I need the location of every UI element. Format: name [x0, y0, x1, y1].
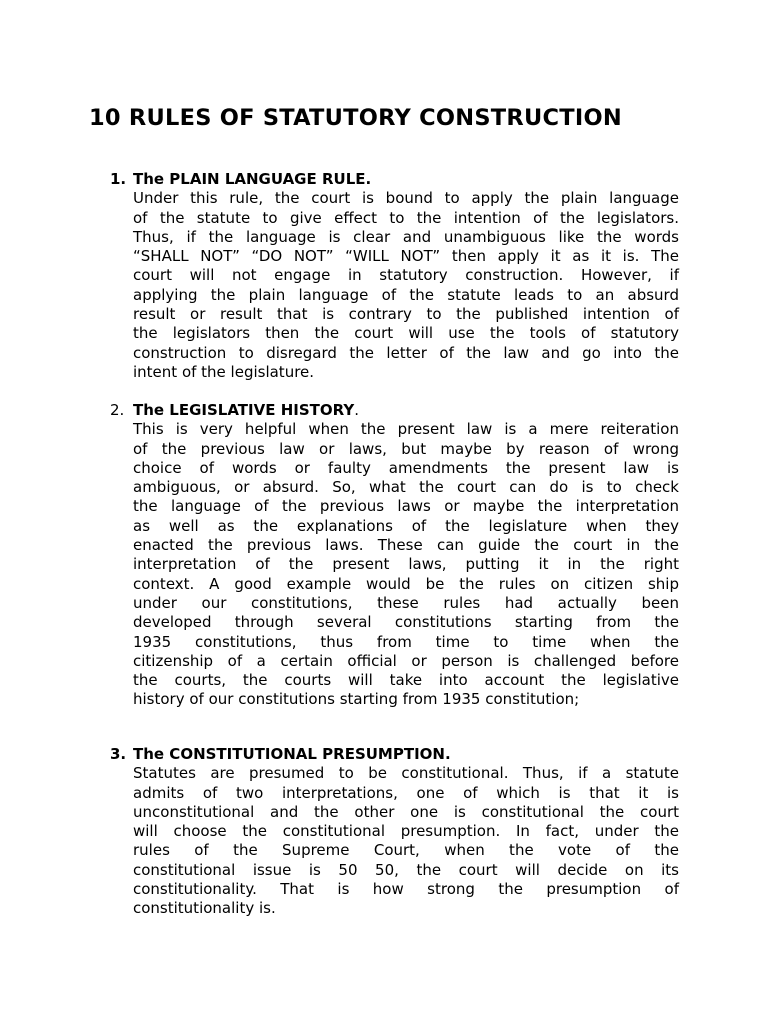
rule-heading-line	[133, 401, 359, 420]
rule-body-line: result or result that is contrary to the published intention of	[133, 305, 679, 324]
rule-body-line: intent of the legislature.	[133, 362, 315, 381]
rule-heading-suffix: .	[354, 401, 359, 419]
rule-heading: The CONSTITUTIONAL PRESUMPTION.	[133, 745, 451, 763]
rule-body-line: developed through several constitutions starting from the	[133, 613, 679, 632]
rule-body-line: enacted the previous laws. These can guide the court in the	[133, 536, 679, 555]
rule-body-line: the language of the previous laws or maybe the interpretation	[133, 497, 679, 516]
rule-body-line: This is very helpful when the present law is a mere reiteration	[133, 420, 679, 439]
rule-body-line: context. A good example would be the rules on citizen ship	[133, 574, 679, 593]
rule-body-line: of the statute to give effect to the intention of the legislators.	[133, 208, 679, 227]
rule-number: 2.	[110, 401, 125, 419]
rule-body	[133, 189, 679, 382]
rule-number: 3.	[110, 745, 127, 763]
rule-body-line: Statutes are presumed to be constitutional. Thus, if a statute	[133, 764, 679, 783]
rule-body-line: the courts, the courts will take into account the legislative	[133, 671, 679, 690]
rule-body-line: of the previous law or laws, but maybe by reason of wrong	[133, 439, 679, 458]
rule-body-line: Under this rule, the court is bound to apply the plain language	[133, 189, 679, 208]
rule-body-line: constitutional issue is 50 50, the court will decide on its	[133, 860, 679, 879]
rule-number: 1.	[110, 170, 127, 188]
rule-body-line: Thus, if the language is clear and unambiguous like the words	[133, 227, 679, 246]
rule-body-line: will choose the constitutional presumption. In fact, under the	[133, 822, 679, 841]
rule-body-line: interpretation of the present laws, putting it in the right	[133, 555, 679, 574]
rule-body-line: constitutionality is.	[133, 899, 276, 918]
rule-body-line: 1935 constitutions, thus from time to time when the	[133, 632, 679, 651]
rule-body-line: construction to disregard the letter of the law and go into the	[133, 343, 679, 362]
rule-body	[133, 764, 679, 918]
rule-body-line: under our constitutions, these rules had actually been	[133, 593, 679, 612]
rule-body-line: constitutionality. That is how strong the presumption of	[133, 880, 679, 899]
rule-body-line: the legislators then the court will use the tools of statutory	[133, 324, 679, 343]
rule-heading: The LEGISLATIVE HISTORY	[133, 401, 355, 419]
rule-body-line: citizenship of a certain official or person is challenged before	[133, 651, 679, 670]
rule-body-line: applying the plain language of the statute leads to an absurd	[133, 285, 679, 304]
rule-body-line: choice of words or faulty amendments the present law is	[133, 458, 679, 477]
rule-body-line: admits of two interpretations, one of which is that it is	[133, 783, 679, 802]
rule-heading-line	[133, 170, 371, 189]
rule-body-line: as well as the explanations of the legislature when they	[133, 516, 679, 535]
rule-heading-line	[133, 745, 451, 764]
rule-heading: The PLAIN LANGUAGE RULE.	[133, 170, 372, 188]
rule-body	[133, 420, 679, 709]
rule-body-line: rules of the Supreme Court, when the vote of the	[133, 841, 679, 860]
document-title: 10 RULES OF STATUTORY CONSTRUCTION	[89, 105, 622, 131]
rule-body-line: court will not engage in statutory construction. However, if	[133, 266, 679, 285]
rule-body-line: “SHALL NOT” “DO NOT” “WILL NOT” then apply it as it is. The	[133, 247, 679, 266]
rule-body-line: ambiguous, or absurd. So, what the court can do is to check	[133, 478, 679, 497]
rule-body-line: unconstitutional and the other one is constitutional the court	[133, 802, 679, 821]
rule-body-line: history of our constitutions starting from 1935 constitution;	[133, 690, 580, 709]
